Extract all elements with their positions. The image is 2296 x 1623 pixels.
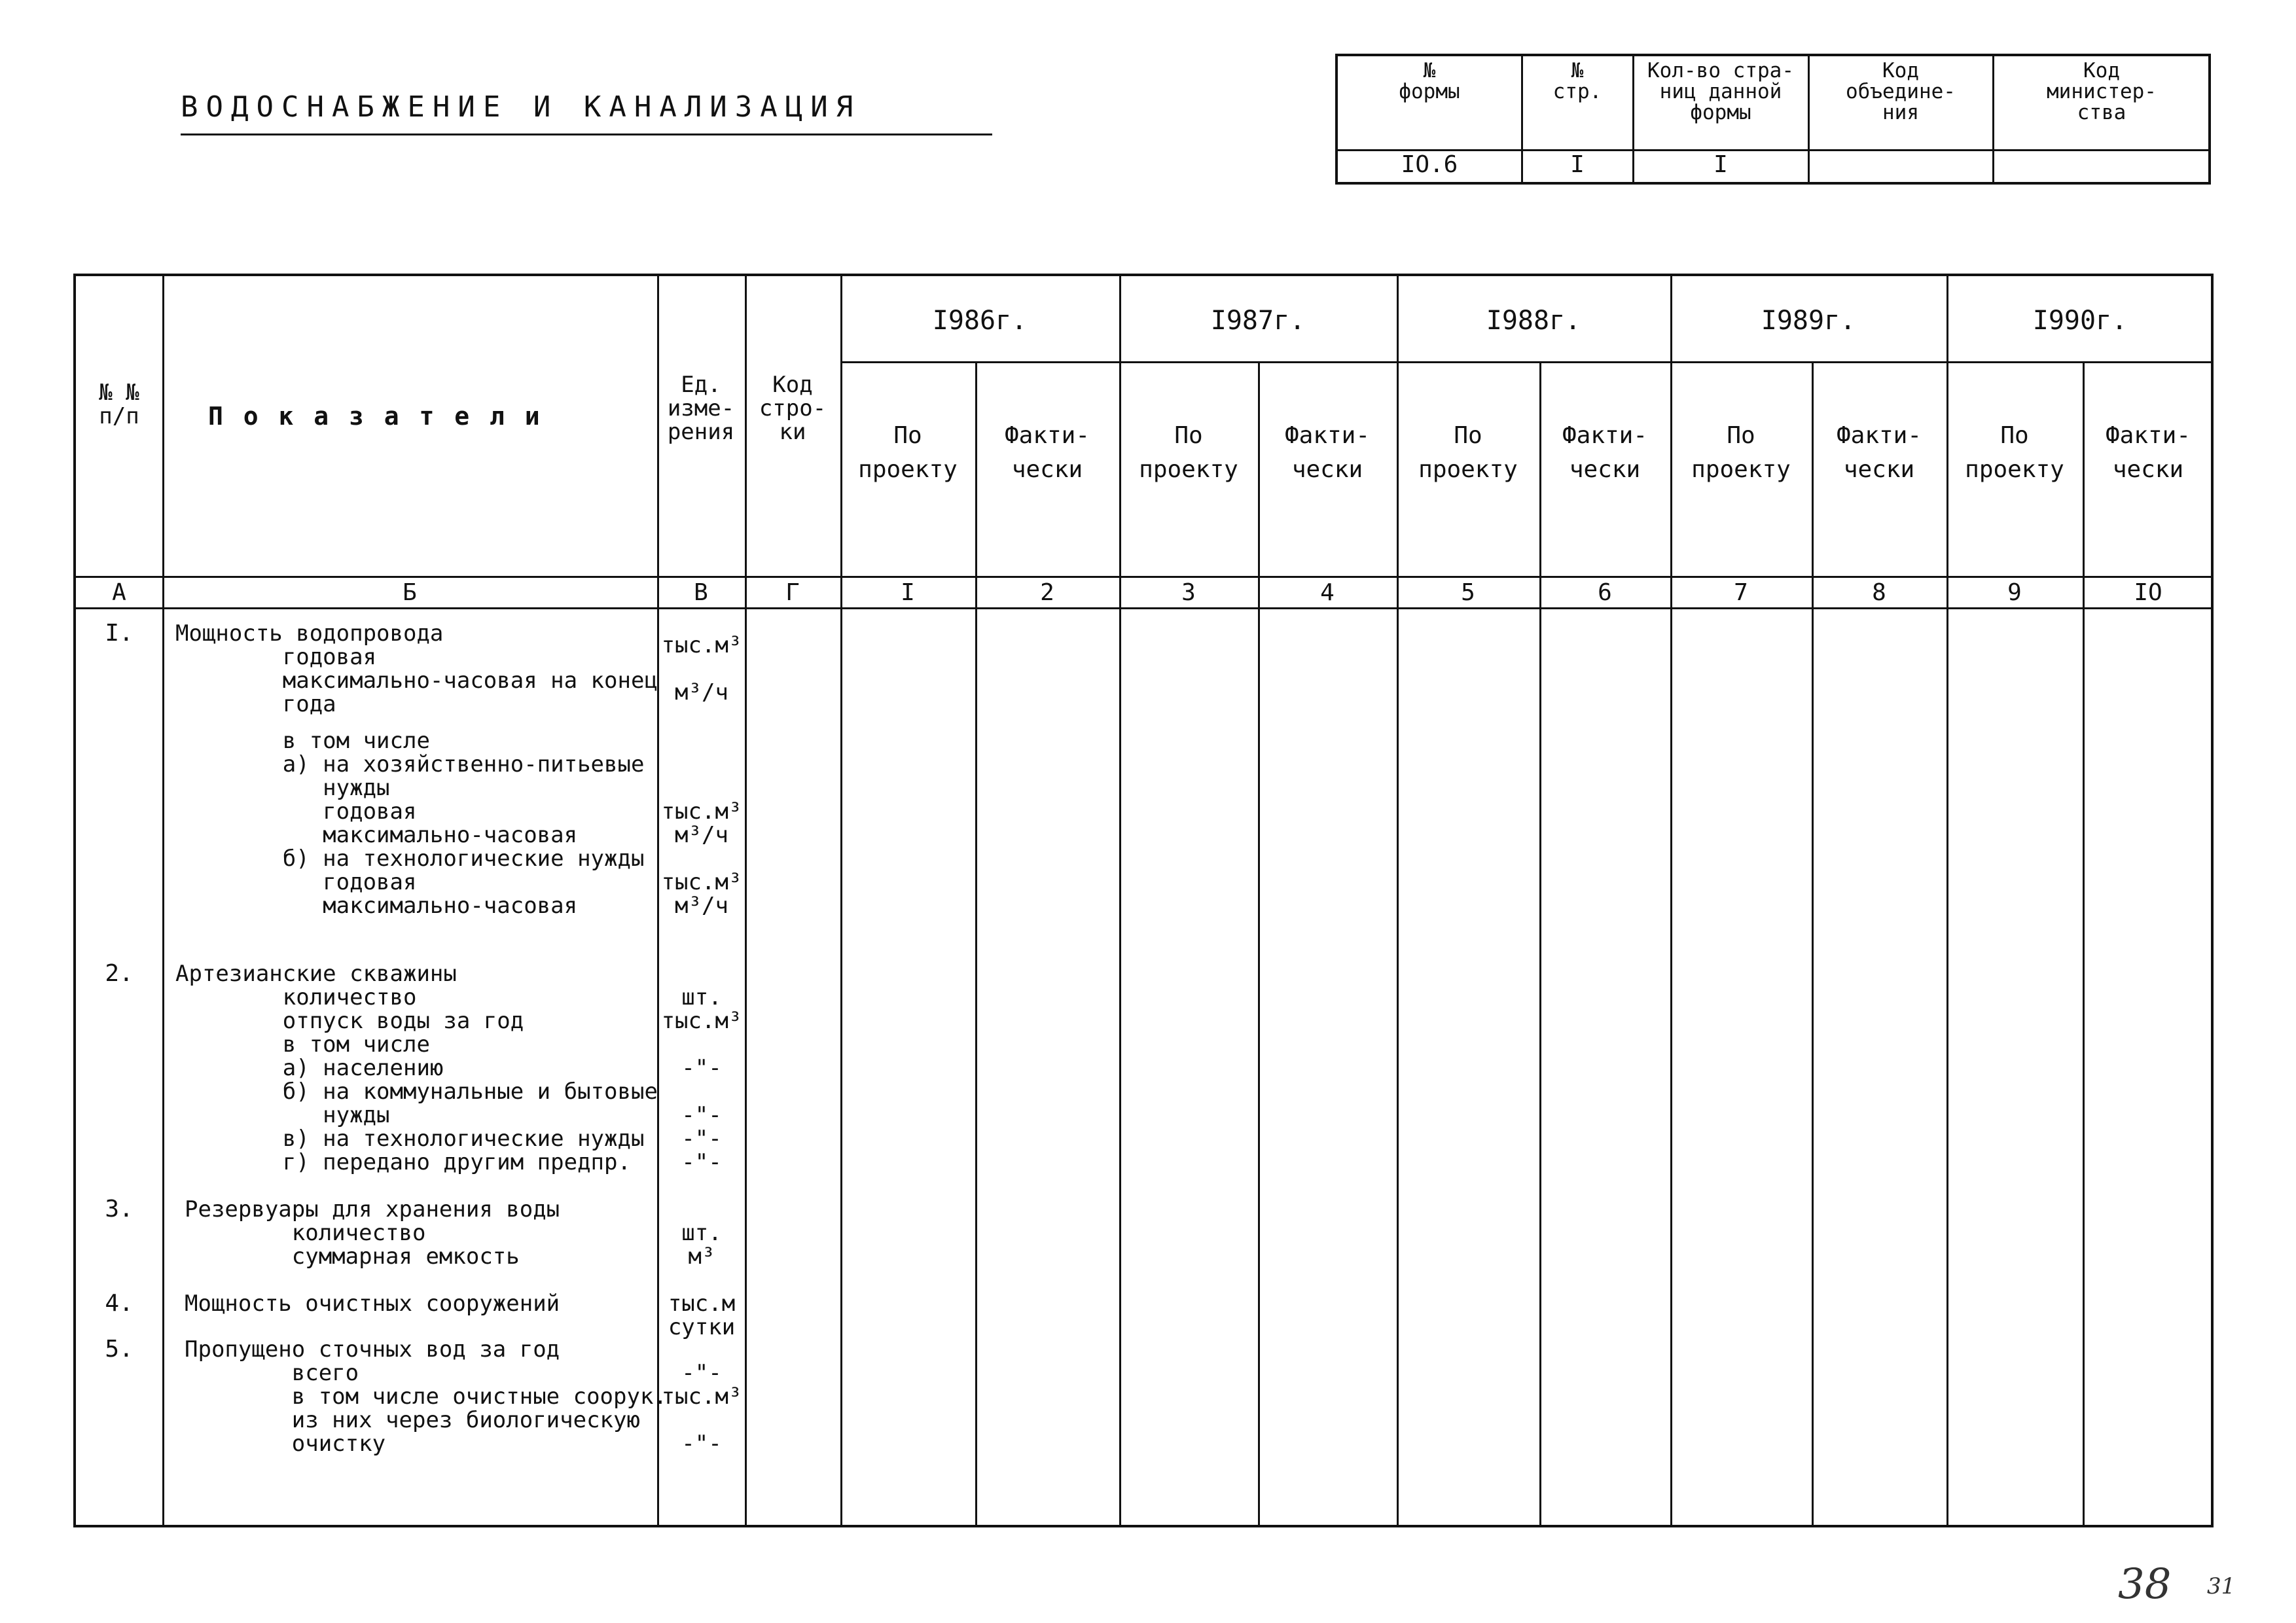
row-label: Мощность очистных сооружений — [185, 1291, 560, 1317]
col-letter: Г — [785, 579, 800, 606]
col-letter: I — [901, 579, 915, 606]
sub-project: По проекту — [858, 422, 958, 483]
form-number-header: № формы — [1399, 59, 1460, 103]
col-divider — [1258, 361, 1260, 1525]
row-units: -"- тыс.м³ -"- — [661, 1360, 742, 1457]
row-units: тыс.м сутки — [668, 1291, 736, 1340]
col-letter: 8 — [1872, 579, 1886, 606]
col-letter: В — [694, 579, 708, 606]
page-number-value: I — [1570, 151, 1585, 178]
sub-project: По проекту — [1139, 422, 1238, 483]
col-divider — [1539, 361, 1541, 1525]
col-letter: 6 — [1598, 579, 1612, 606]
sub-project: По проекту — [1691, 422, 1791, 483]
col-letter: А — [112, 579, 126, 606]
col-divider — [162, 276, 164, 1525]
row-units: тыс.м³ м³/ч тыс.м³ м³/ч — [661, 798, 742, 919]
year-1986: I986г. — [932, 306, 1028, 336]
page-title: ВОДОСНАБЖЕНИЕ И КАНАЛИЗАЦИЯ — [181, 90, 861, 124]
col-divider — [745, 276, 747, 1525]
col-letter: Б — [403, 579, 417, 606]
indicators-header: П о к а з а т е л и — [208, 402, 543, 431]
col-letter: IO — [2134, 579, 2162, 606]
sub-fact: Факти- чески — [1284, 422, 1371, 483]
handwritten-page-number: 38 — [2118, 1560, 2172, 1609]
row-units: шт. м³ — [681, 1220, 722, 1270]
year-1988: I988г. — [1486, 306, 1581, 336]
row-divider — [76, 576, 2211, 578]
form-number-value: IO.6 — [1401, 151, 1458, 178]
row-label: Артезианские скважины количество отпуск воды за год в том числе а) населению б) на коммунальные и бытовые нужды в) на технологические нужды г) передано другим предпр. — [175, 961, 658, 1175]
year-1987: I987г. — [1210, 306, 1306, 336]
row-number: 5. — [105, 1336, 134, 1363]
association-code-header: Код объедине- ния — [1846, 59, 1956, 124]
row-number: 4. — [105, 1290, 134, 1317]
ministry-code-header: Код министер- ства — [2047, 59, 2157, 124]
row-label: Резервуары для хранения воды количество суммарная емкость — [185, 1196, 560, 1270]
year-1989: I989г. — [1761, 306, 1856, 336]
col-divider — [1812, 361, 1814, 1525]
line-code-header: Код стро- ки — [759, 372, 827, 445]
sub-fact: Факти- чески — [1836, 422, 1922, 483]
col-letter: 4 — [1320, 579, 1335, 606]
row-number: 3. — [105, 1196, 134, 1222]
form-info-table — [1335, 54, 2211, 185]
page-number: 31 — [2207, 1573, 2236, 1599]
row-number: 2. — [105, 960, 134, 987]
sub-project: По проекту — [1965, 422, 2064, 483]
sub-project: По проекту — [1418, 422, 1518, 483]
col-divider — [975, 361, 977, 1525]
page-count-value: I — [1713, 151, 1728, 178]
row-units: шт. тыс.м³ -"- -"- -"- -"- — [661, 984, 742, 1175]
page-number-header: № стр. — [1552, 59, 1602, 103]
col-letter: 5 — [1461, 579, 1475, 606]
row-label: в том числе а) на хозяйственно-питьевые нужды годовая максимально-часовая б) на технологические нужды годовая максимально-часовая — [282, 728, 645, 919]
row-units: тыс.м³ м³/ч — [661, 632, 742, 705]
row-divider — [840, 361, 2211, 363]
num-header: № № п/п — [99, 380, 139, 429]
sub-fact: Факти- чески — [2105, 422, 2191, 483]
indicators-table — [73, 274, 2214, 1527]
row-number: I. — [105, 620, 134, 647]
row-label: Пропущено сточных вод за год всего в том числе очистные соорук. из них через биологическую очистку — [185, 1336, 667, 1457]
sub-fact: Факти- чески — [1562, 422, 1648, 483]
page-count-header: Кол-во стра- ниц данной формы — [1647, 59, 1794, 124]
col-letter: 9 — [2007, 579, 2022, 606]
unit-header: Ед. изме- рения — [667, 372, 735, 445]
col-letter: 3 — [1181, 579, 1196, 606]
title-underline — [181, 134, 992, 135]
row-divider — [76, 607, 2211, 609]
sub-fact: Факти- чески — [1004, 422, 1090, 483]
col-letter: 7 — [1734, 579, 1748, 606]
row-label: Мощность водопровода годовая максимально-часовая на конец года — [175, 620, 658, 717]
divider — [1338, 149, 2208, 151]
year-1990: I990г. — [2032, 306, 2128, 336]
col-letter: 2 — [1040, 579, 1054, 606]
col-divider — [2083, 361, 2085, 1525]
